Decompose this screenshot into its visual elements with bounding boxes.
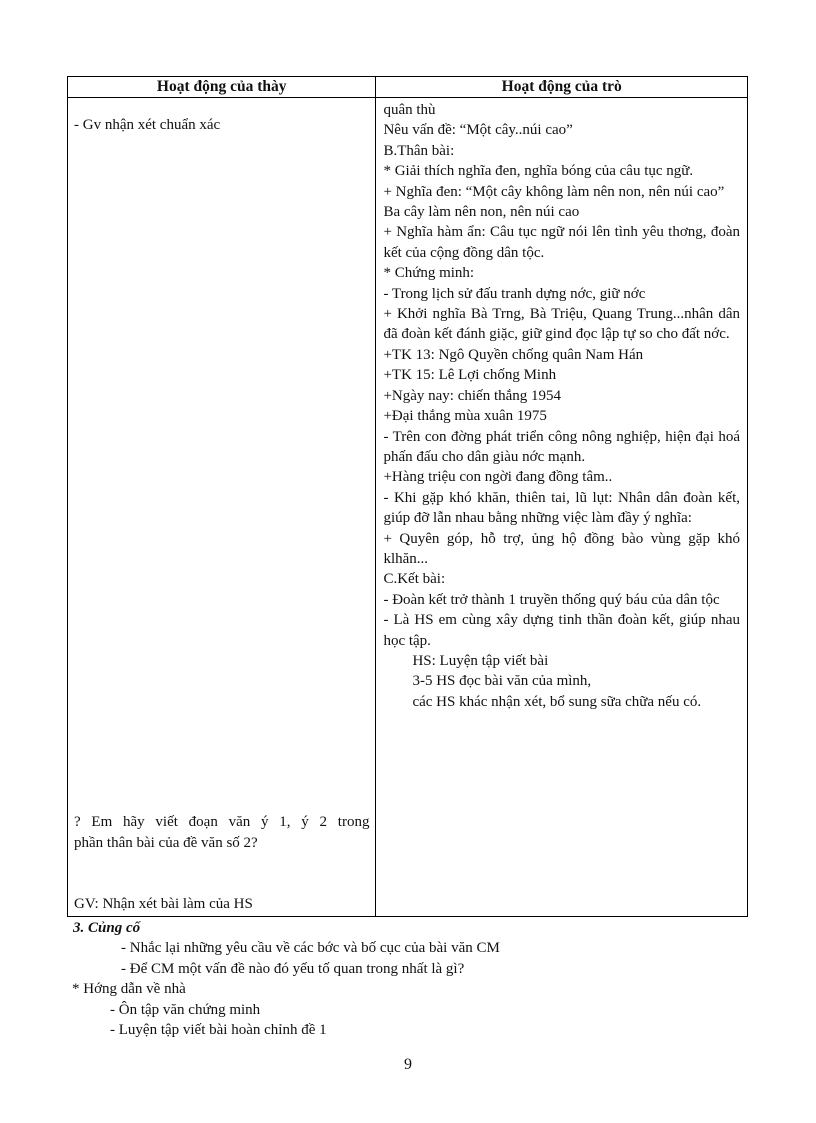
student-paragraph: B.Thân bài: <box>383 142 455 159</box>
student-paragraph: +TK 15: Lê Lợi chống Minh <box>383 367 557 384</box>
student-paragraph: quân thù <box>383 102 436 118</box>
student-paragraph: Nêu vấn đề: “Một cây..núi cao” <box>383 122 573 139</box>
student-paragraph: - Trên con đờng phát triển công nông nghiệp, hiện đại hoá phấn đấu cho dân giàu nớc mạnh. <box>383 428 740 465</box>
consolidation-item: - Để CM một vấn đề nào đó yếu tố quan trong nhất là gì? <box>121 960 465 977</box>
teacher-line-2: ? Em hãy viết đoạn văn ý 1, ý 2 trong <box>74 814 370 830</box>
page-number: 9 <box>404 1056 412 1073</box>
student-paragraph: 3-5 HS đọc bài văn của mình, <box>412 673 592 690</box>
teacher-line-4: GV: Nhận xét bài làm của HS <box>74 896 253 912</box>
student-activity-content <box>376 98 747 712</box>
teacher-activity-cell <box>68 98 376 917</box>
consolidation-title: 3. Củng cố <box>73 920 141 936</box>
consolidation-item: - Nhắc lại những yêu cầu về các bớc và bố cục của bài văn CM <box>121 940 500 957</box>
student-paragraph: - Khi gặp khó khăn, thiên tai, lũ lụt: Nhân dân đoàn kết, giúp đỡ lẫn nhau bằng những việc làm đầy ý nghĩa: <box>383 489 740 527</box>
student-paragraph: các HS khác nhận xét, bổ sung sữa chữa nếu có. <box>412 693 702 710</box>
student-paragraph: + Khởi nghĩa Bà Trng, Bà Triệu, Quang Trung...nhân dân đã đoàn kết đánh giặc, giữ gind đọc lập tự so cho đất nớc. <box>383 306 740 343</box>
teacher-line-1: - Gv nhận xét chuẩn xác <box>74 117 221 133</box>
student-paragraph: + Nghĩa đen: “Một cây không làm nên non, nên núi cao” <box>383 183 725 200</box>
post-table-notes <box>73 918 763 1040</box>
teacher-line-3: phần thân bài của đề văn số 2? <box>74 835 258 851</box>
homework-item: - Luyện tập viết bài hoàn chỉnh đề 1 <box>110 1022 327 1039</box>
student-paragraph: +Hàng triệu con ngời đang đồng tâm.. <box>383 469 613 486</box>
homework-item: - Ôn tập văn chứng minh <box>110 1001 261 1018</box>
homework-title: * Hớng dẫn về nhà <box>72 981 186 998</box>
student-paragraph: +Đại thắng mùa xuân 1975 <box>383 408 547 425</box>
student-paragraph: C.Kết bài: <box>383 571 446 588</box>
student-paragraph: - Đoàn kết trở thành 1 truyền thống quý báu của dân tộc <box>383 591 720 608</box>
header-student-activity: Hoạt động của trò <box>376 77 748 98</box>
student-paragraph: + Nghĩa hàm ẩn: Câu tục ngữ nói lên tình yêu thơng, đoàn kết của cộng đồng dân tộc. <box>383 224 740 261</box>
header-teacher-activity: Hoạt động của thày <box>68 77 376 98</box>
student-paragraph: HS: Luyện tập viết bài <box>412 652 549 669</box>
student-activity-cell <box>376 98 748 917</box>
student-paragraph: +Ngày nay: chiến thắng 1954 <box>383 387 562 404</box>
student-paragraph: + Quyên góp, hỗ trợ, ủng hộ đồng bào vùng gặp khó klhăn... <box>383 530 740 567</box>
student-paragraph: - Trong lịch sử đấu tranh dựng nớc, giữ nớc <box>383 285 646 302</box>
student-paragraph: * Chứng minh: <box>383 265 475 282</box>
student-paragraph: +TK 13: Ngô Quyền chống quân Nam Hán <box>383 346 644 363</box>
student-paragraph: * Giải thích nghĩa đen, nghĩa bóng của câu tục ngữ. <box>383 163 694 180</box>
student-paragraph: - Là HS em cùng xây dựng tinh thần đoàn kết, giúp nhau học tập. <box>383 612 740 649</box>
lesson-activity-table <box>67 76 748 917</box>
student-paragraph: Ba cây làm nên non, nên núi cao <box>383 204 580 221</box>
